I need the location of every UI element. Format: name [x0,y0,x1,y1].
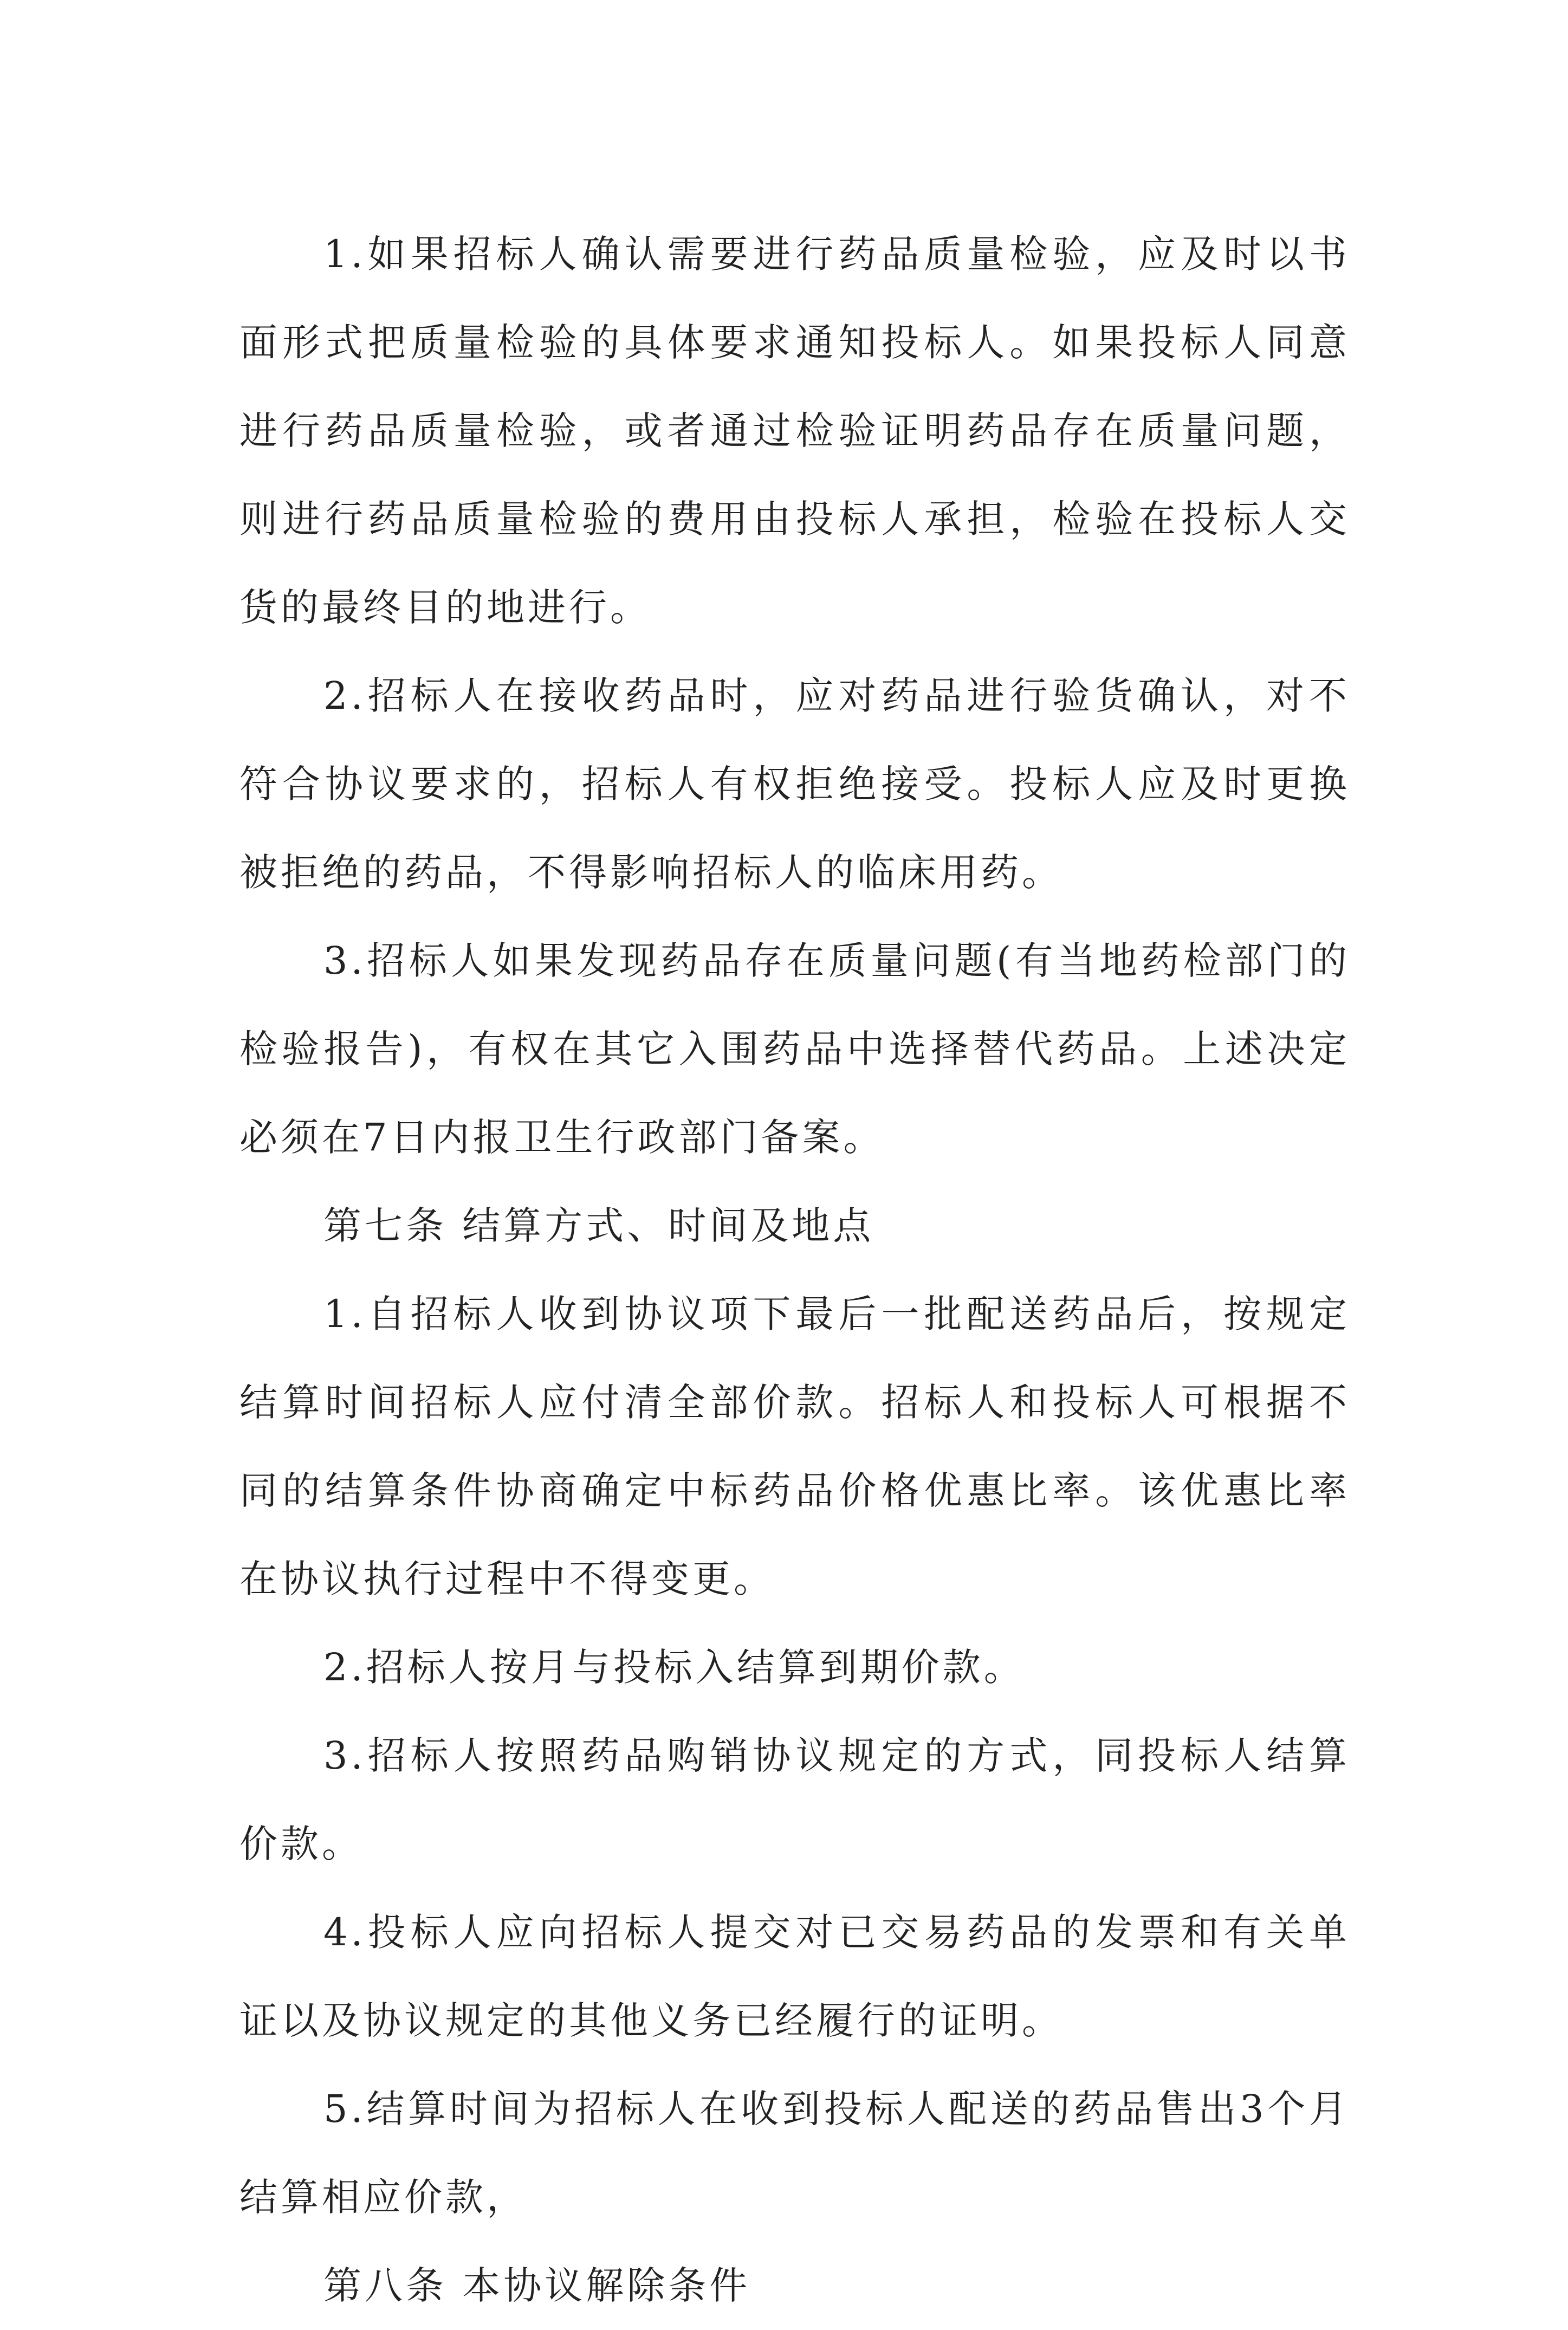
paragraph-settlement-time: 5.结算时间为招标人在收到投标人配送的药品售出3个月结算相应价款， [239,2087,1350,2219]
paragraph-invoice-submission: 4.投标人应向招标人提交对已交易药品的发票和有关单证以及协议规定的其他义务已经履行的证明。 [239,1910,1350,2043]
paragraph-settlement-method: 3.招标人按照药品购销协议规定的方式，同投标人结算价款。 [239,1733,1350,1866]
paragraph-goods-acceptance: 2.招标人在接收药品时，应对药品进行验货确认，对不符合协议要求的，招标人有权拒绝接受。投标人应及时更换被拒绝的药品，不得影响招标人的临床用药。 [239,674,1350,895]
article-7-heading: 第七条 结算方式、时间及地点 [323,1203,874,1248]
paragraph-quality-inspection: 1.如果招标人确认需要进行药品质量检验，应及时以书面形式把质量检验的具体要求通知投标人。如果投标人同意进行药品质量检验，或者通过检验证明药品存在质量问题，则进行药品质量检验的费用由投标人承担，检验在投标人交货的最终目的地进行。 [239,232,1350,630]
paragraph-monthly-settlement: 2.招标人按月与投标入结算到期价款。 [323,1645,1025,1690]
paragraph-quality-problem: 3.招标人如果发现药品存在质量问题(有当地药检部门的检验报告)，有权在其它入围药品中选择替代药品。上述决定必须在7日内报卫生行政部门备案。 [239,939,1350,1160]
article-8-heading: 第八条 本协议解除条件 [323,2263,751,2308]
document-body [239,210,1350,2330]
paragraph-settlement-full-payment: 1.自招标人收到协议项下最后一批配送药品后，按规定结算时间招标人应付清全部价款。招标人和投标人可根据不同的结算条件协商确定中标药品价格优惠比率。该优惠比率在协议执行过程中不得变更。 [239,1292,1350,1601]
